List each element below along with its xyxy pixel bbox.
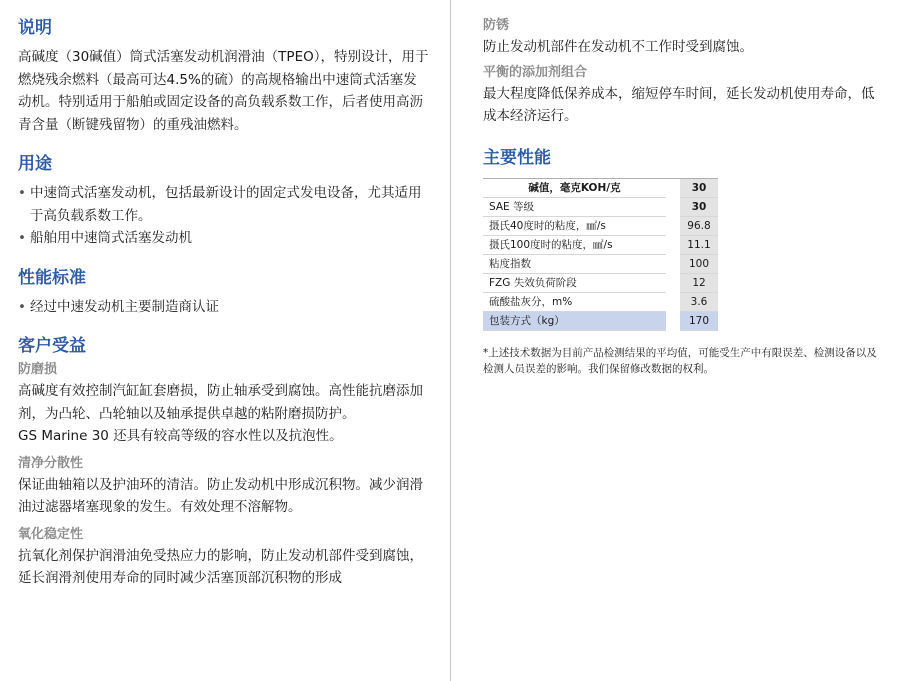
table-cell-value: 11.1 [680,235,718,254]
usage-list [18,182,430,250]
table-cell-value: 30 [680,197,718,216]
standards-section [18,266,430,319]
list-item: • 船舶用中速筒式活塞发动机 [18,227,430,250]
table-cell-value: 170 [680,311,718,330]
table-row [483,292,718,311]
usage-section [18,152,430,250]
description-text: 高碱度（30碱值）筒式活塞发动机润滑油（TPEO），特别设计，用于燃烧残余燃料（最高可达4.5%的硫）的高规格输出中速筒式活塞发动机。特别适用于船舶或固定设备的高负载系数工作，后者使用高沥青含量（断键残留物）的重残油燃料。 [18,49,429,133]
benefits-heading: 客户受益 [18,336,86,356]
description-section [18,16,430,136]
rust-text: 防止发动机部件在发动机不工作时受到腐蚀。 [483,39,753,55]
table-cell-label: SAE 等级 [483,197,666,216]
list-item: • 经过中速发动机主要制造商认证 [18,296,430,319]
table-cell-label: 摄氏100度时的粘度，㎟/s [483,235,666,254]
benefits-section [18,334,430,590]
standards-heading: 性能标准 [18,267,86,288]
table-row [483,197,718,216]
antiwear-text: 高碱度有效控制汽缸缸套磨损，防止轴承受到腐蚀。高性能抗磨添加剂，为凸轮、凸轮轴以及轴承提供卓越的粘附磨损防护。 [18,383,423,422]
column-divider [450,0,451,681]
table-cell-label: 包装方式（kg） [483,311,666,330]
table-cell-label: 碱值，毫克KOH/克 [483,178,666,197]
rust-title: 防锈 [483,18,510,33]
description-heading: 说明 [18,18,52,38]
balance-title: 平衡的添加剂组合 [483,64,588,80]
table-cell-value: 96.8 [680,216,718,235]
usage-heading: 用途 [18,154,52,174]
detergency-title: 清净分散性 [18,455,84,471]
table-cell-value: 12 [680,273,718,292]
table-cell-label: 粘度指数 [483,254,666,273]
table-cell-label: 摄氏40度时的粘度，㎟/s [483,216,666,235]
list-item: • 中速筒式活塞发动机，包括最新设计的固定式发电设备，尤其适用于高负载系数工作。 [18,182,430,227]
standards-list [18,296,430,319]
table-footnote: *上述技术数据为目前产品检测结果的平均值，可能受生产中有限误差、检测设备以及检测人员误差的影响。我们保留修改数据的权利。 [483,346,877,375]
left-column [18,16,430,606]
table-cell-value: 3.6 [680,292,718,311]
detergency-text: 保证曲轴箱以及护油环的清洁。防止发动机中形成沉积物。减少润滑油过滤器堵塞现象的发生。有效处理不溶解物。 [18,476,423,515]
table-row [483,311,718,330]
performance-table [483,178,718,331]
table-row [483,254,718,273]
antiwear-title: 防磨损 [18,362,58,377]
table-cell-value: 30 [680,178,718,197]
antiwear-text-2: GS Marine 30 还具有较高等级的容水性以及抗泡性。 [18,428,343,444]
oxidation-text: 抗氧化剂保护润滑油免受热应力的影响，防止发动机部件受到腐蚀，延长润滑剂使用寿命的同时减少活塞顶部沉积物的形成 [18,547,423,586]
table-cell-value: 100 [680,254,718,273]
oxidation-title: 氧化稳定性 [18,526,84,542]
table-cell-label: FZG 失效负荷阶段 [483,273,666,292]
table-cell-label: 硫酸盐灰分，m% [483,292,666,311]
table-row [483,178,718,197]
performance-heading: 主要性能 [483,147,551,168]
balance-text: 最大程度降低保养成本，缩短停车时间，延长发动机使用寿命，低成本经济运行。 [483,85,875,124]
right-column [483,16,883,387]
table-row [483,235,718,254]
table-row [483,273,718,292]
table-row [483,216,718,235]
